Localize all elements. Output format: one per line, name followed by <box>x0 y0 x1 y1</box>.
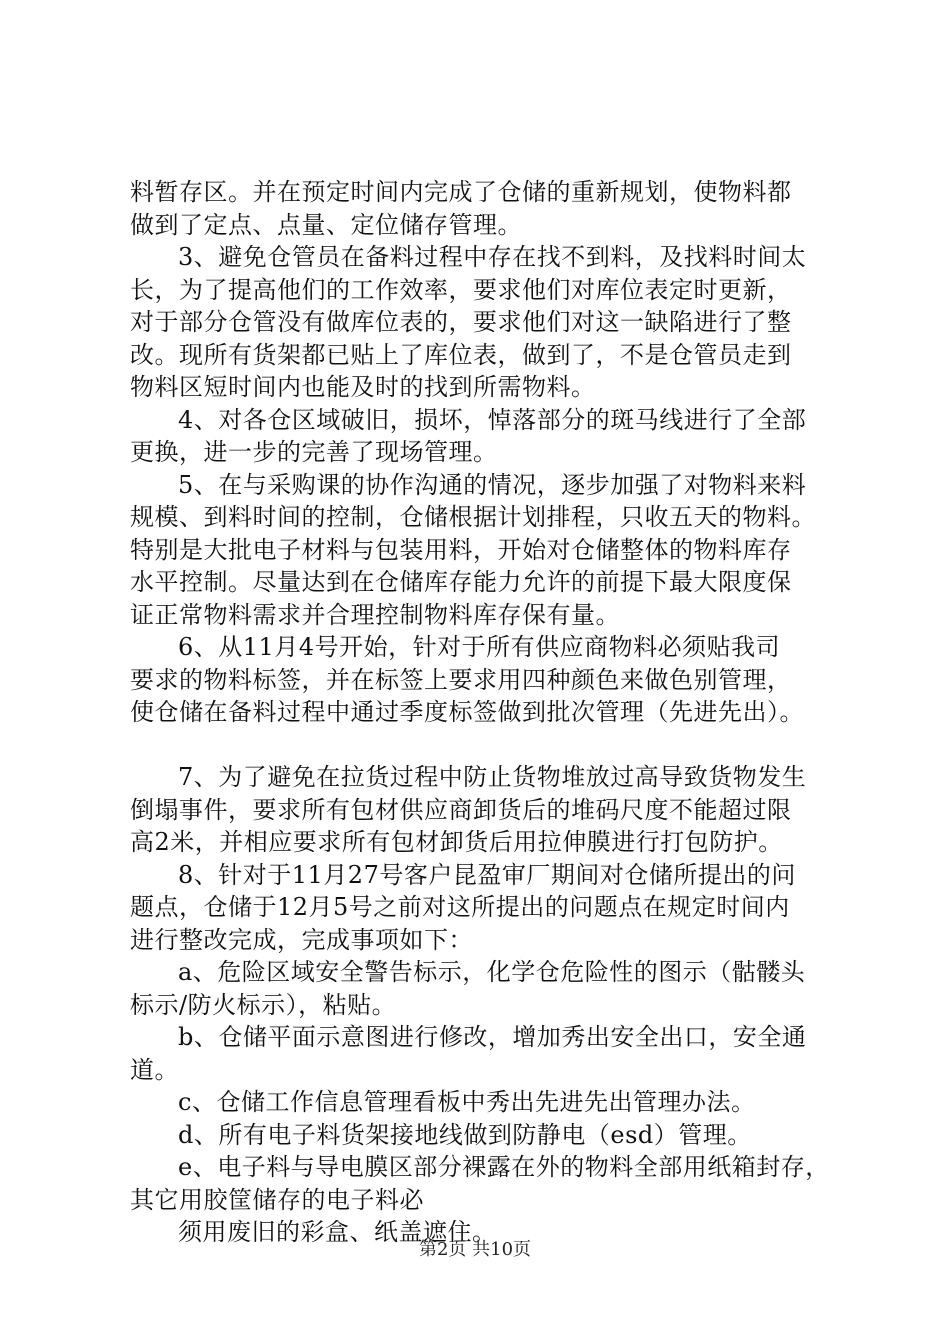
paragraph-line: 6、从11月4号开始，针对于所有供应商物料必须贴我司 <box>178 633 781 661</box>
page-number: 第2页 共10页 <box>418 1239 532 1260</box>
paragraph-line: 更换，进一步的完善了现场管理。 <box>130 438 498 466</box>
paragraph-line: 4、对各仓区域破旧，损坏，悼落部分的斑马线进行了全部 <box>178 405 807 434</box>
paragraph-line: 高2米，并相应要求所有包材卸货后用拉伸膜进行打包防护。 <box>130 828 783 856</box>
paragraph-line: 要求的物料标签，并在标签上要求用四种颜色来做色别管理， <box>130 665 792 694</box>
paragraph-line: 其它用胶筐储存的电子料必 <box>130 1185 424 1214</box>
paragraph-line: 做到了定点、点量、定位储存管理。 <box>130 210 522 239</box>
paragraph-line: 须用废旧的彩盒、纸盖遮住。 <box>178 1218 497 1246</box>
paragraph-line: 物料区短时间内也能及时的找到所需物料。 <box>130 373 596 401</box>
paragraph-line: 改。现所有货架都已贴上了库位表，做到了，不是仓管员走到 <box>130 340 792 369</box>
paragraph-line: 题点，仓储于12月5号之前对这所提出的问题点在规定时间内 <box>130 893 790 921</box>
paragraph-line: 证正常物料需求并合理控制物料库存保有量。 <box>130 600 620 629</box>
paragraph-line: 倒塌事件，要求所有包材供应商卸货后的堆码尺度不能超过限 <box>130 795 792 824</box>
paragraph-line: 特别是大批电子材料与包装用料，开始对仓储整体的物料库存 <box>130 535 792 564</box>
paragraph-line: 5、在与采购课的协作沟通的情况，逐步加强了对物料来料 <box>178 470 807 499</box>
document-body <box>130 176 830 1249</box>
paragraph-line: d、所有电子料货架接地线做到防静电（esd）管理。 <box>178 1120 752 1149</box>
paragraph-line: a、危险区域安全警告标示，化学仓危险性的图示（骷髅头 <box>178 958 806 986</box>
page-footer <box>0 1238 950 1262</box>
paragraph-line: 水平控制。尽量达到在仓储库存能力允许的前提下最大限度保 <box>130 568 792 596</box>
paragraph-line: 规模、到料时间的控制，仓储根据计划排程，只收五天的物料。 <box>130 503 816 531</box>
paragraph-line: 使仓储在备料过程中通过季度标签做到批次管理（先进先出）。 <box>130 698 804 726</box>
paragraph-line: 进行整改完成，完成事项如下： <box>130 925 473 954</box>
paragraph-line: c、仓储工作信息管理看板中秀出先进先出管理办法。 <box>178 1088 756 1116</box>
paragraph-line: 标示/防火标示），粘贴。 <box>130 990 397 1019</box>
paragraph-line: e、电子料与导电膜区部分裸露在外的物料全部用纸箱封存， <box>178 1153 830 1181</box>
paragraph-line: 8、针对于11月27号客户昆盈审厂期间对仓储所提出的问 <box>178 860 796 889</box>
paragraph-line: 道。 <box>130 1055 179 1084</box>
paragraph-line: 长，为了提高他们的工作效率，要求他们对库位表定时更新， <box>130 275 792 304</box>
paragraph-line: 3、避免仓管员在备料过程中存在找不到料，及找料时间太 <box>178 243 807 271</box>
paragraph-line: 料暂存区。并在预定时间内完成了仓储的重新规划，使物料都 <box>130 178 792 206</box>
paragraph-line: b、仓储平面示意图进行修改，增加秀出安全出口，安全通 <box>178 1023 807 1051</box>
paragraph-line: 对于部分仓管没有做库位表的，要求他们对这一缺陷进行了整 <box>130 308 792 336</box>
blank-line <box>130 729 830 762</box>
paragraph-line: 7、为了避免在拉货过程中防止货物堆放过高导致货物发生 <box>178 763 807 791</box>
